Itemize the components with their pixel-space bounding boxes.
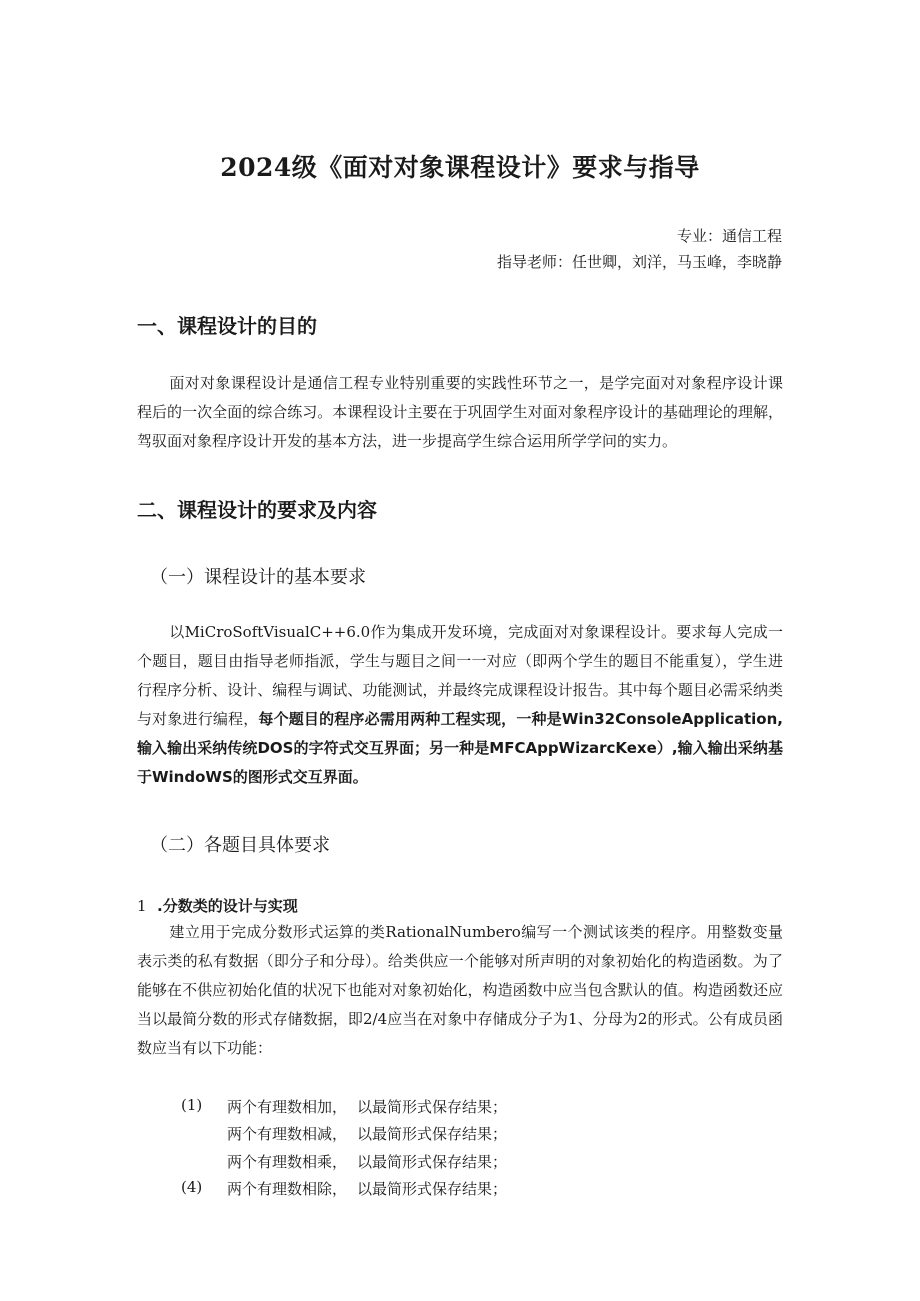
topic1-paragraph-text: 建立用于完成分数形式运算的类RationalNumbero编写一个测试该类的程序。用整数变量表示类的私有数据（即分子和分母）。给类供应一个能够对所声明的对象初始化的构造函数。为了能够在不供应初始化值的状况下也能对对象初始化，构造函数中应当包含默认的值。构造函数还应当以最简分数的形式存储数据，即2/4应当在对象中存储成分子为1、分母为2的形式。公有成员函数应当有以下功能： bbox=[137, 923, 783, 1057]
item-text: 两个有理数相减， bbox=[227, 1125, 348, 1143]
topic1-heading bbox=[137, 895, 298, 916]
topic1-title: .分数类的设计与实现 bbox=[157, 897, 298, 915]
item-text: 两个有理数相加， bbox=[227, 1098, 348, 1116]
subsection2-heading: （二）各题目具体要求 bbox=[150, 835, 330, 856]
section1-heading: 一、课程设计的目的 bbox=[137, 314, 317, 338]
section2-heading: 二、课程设计的要求及内容 bbox=[137, 498, 377, 522]
item-text: 两个有理数相乘， bbox=[227, 1153, 348, 1171]
subsection1-paragraph bbox=[137, 618, 783, 792]
item-text: 两个有理数相除， bbox=[227, 1180, 348, 1198]
section1-paragraph bbox=[137, 369, 783, 456]
item-number: (4) bbox=[181, 1178, 203, 1196]
item-result: 以最简形式保存结果； bbox=[357, 1125, 508, 1143]
item-number: (1) bbox=[181, 1096, 203, 1114]
subsection1-bold-text: 每个题目的程序必需用两种工程实现，一种是Win32ConsoleApplication,输入输出采纳传统DOS的字符式交互界面；另一种是MFCAppWizarcKexe）,输入输出采纳基于WindoWS的图形式交互界面。 bbox=[137, 710, 783, 786]
item-result: 以最简形式保存结果； bbox=[357, 1180, 508, 1198]
teachers-line: 指导老师：任世卿，刘洋，马玉峰，李晓静 bbox=[496, 253, 782, 271]
section1-paragraph-text: 面对对象课程设计是通信工程专业特别重要的实践性环节之一，是学完面对对象程序设计课程后的一次全面的综合练习。本课程设计主要在于巩固学生对面对象程序设计的基础理论的理解，驾驭面对象程序设计开发的基本方法，进一步提高学生综合运用所学学问的实力。 bbox=[137, 374, 783, 450]
page-title: 2024级《面对对象课程设计》要求与指导 bbox=[220, 153, 700, 182]
topic1-number: 1 bbox=[137, 897, 147, 915]
subsection1-heading: （一）课程设计的基本要求 bbox=[150, 567, 366, 588]
topic1-paragraph bbox=[137, 918, 783, 1063]
item-result: 以最简形式保存结果； bbox=[357, 1153, 508, 1171]
item-result: 以最简形式保存结果； bbox=[357, 1098, 508, 1116]
subsection1-normal-text: 以MiCroSoftVisualC++6.0作为集成开发环境，完成面对对象课程设计。要求每人完成一个题目，题目由指导老师指派，学生与题目之间一一对应（即两个学生的题目不能重复），学生进行程序分析、设计、编程与调试、功能测试，并最终完成课程设计报告。其中每个题目必需采纳类与对象进行编程， bbox=[137, 623, 783, 728]
major-line: 专业：通信工程 bbox=[676, 227, 782, 245]
